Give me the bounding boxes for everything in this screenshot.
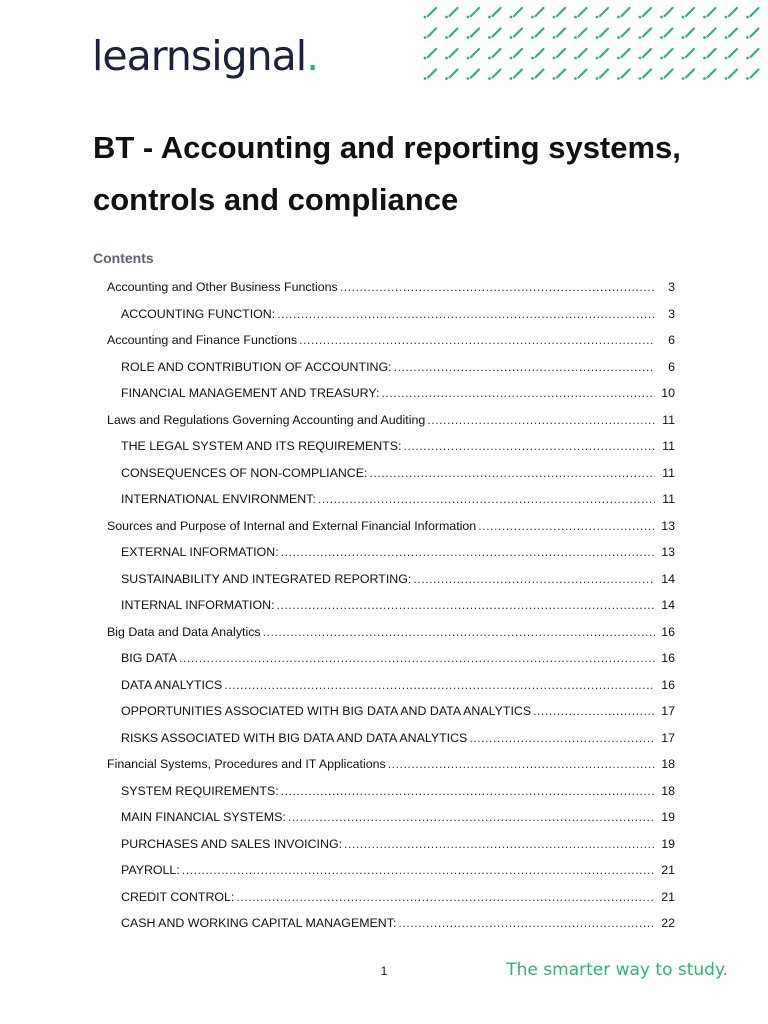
- toc-page-number: 21: [661, 889, 675, 904]
- toc-subsection-link[interactable]: [0, 698, 768, 725]
- toc-page-number: 13: [661, 545, 675, 560]
- toc-section-link[interactable]: [0, 407, 768, 434]
- footer-tagline: The smarter way to study.: [506, 960, 728, 980]
- toc-page-number: 18: [661, 757, 675, 772]
- toc-entry-label: Sources and Purpose of Internal and External Financial Information: [107, 518, 477, 533]
- toc-entry-label: INTERNATIONAL ENVIRONMENT:: [121, 492, 316, 507]
- toc-subsection-link[interactable]: [0, 804, 768, 831]
- toc-subsection-link[interactable]: [0, 460, 768, 487]
- toc-subsection-link[interactable]: [0, 725, 768, 752]
- toc-entry-label: Big Data and Data Analytics: [107, 624, 261, 639]
- toc-section-link[interactable]: [0, 751, 768, 778]
- toc-subsection-link[interactable]: [0, 857, 768, 884]
- toc-dot-leader: [533, 704, 655, 718]
- toc-entry-label: RISKS ASSOCIATED WITH BIG DATA AND DATA ANALYTICS: [121, 730, 468, 745]
- toc-page-number: 14: [661, 571, 675, 586]
- toc-section-link[interactable]: [0, 327, 768, 354]
- toc-dot-leader: [277, 598, 655, 612]
- toc-subsection-link[interactable]: [0, 301, 768, 328]
- toc-subsection-link[interactable]: [0, 884, 768, 911]
- toc-entry-label: CREDIT CONTROL:: [121, 889, 235, 904]
- toc-page-number: 11: [662, 439, 675, 454]
- toc-dot-leader: [381, 386, 655, 400]
- toc-section-link[interactable]: [0, 513, 768, 540]
- toc-dot-leader: [318, 492, 655, 506]
- toc-subsection-link[interactable]: [0, 910, 768, 937]
- toc-subsection-link[interactable]: [0, 433, 768, 460]
- toc-subsection-link[interactable]: [0, 380, 768, 407]
- toc-page-number: 13: [661, 518, 675, 533]
- toc-dot-leader: [369, 466, 655, 480]
- toc-dot-leader: [224, 678, 655, 692]
- toc-page-number: 16: [661, 651, 675, 666]
- toc-page-number: 11: [662, 492, 675, 507]
- toc-page-number: 16: [661, 677, 675, 692]
- toc-dot-leader: [403, 439, 655, 453]
- toc-subsection-link[interactable]: [0, 831, 768, 858]
- toc-entry-label: Financial Systems, Procedures and IT Applications: [107, 757, 386, 772]
- toc-entry-label: MAIN FINANCIAL SYSTEMS:: [121, 810, 286, 825]
- toc-subsection-link[interactable]: [0, 486, 768, 513]
- toc-entry-label: SUSTAINABILITY AND INTEGRATED REPORTING:: [121, 571, 412, 586]
- toc-entry-label: Laws and Regulations Governing Accounting and Auditing: [107, 412, 426, 427]
- toc-page-number: 11: [662, 412, 675, 427]
- document-title: BT - Accounting and reporting systems, controls and compliance: [93, 130, 681, 217]
- toc-entry-label: ROLE AND CONTRIBUTION OF ACCOUNTING:: [121, 359, 392, 374]
- toc-page-number: 3: [668, 280, 675, 295]
- toc-dot-leader: [469, 731, 655, 745]
- toc-subsection-link[interactable]: [0, 354, 768, 381]
- toc-dot-leader: [413, 572, 655, 586]
- toc-dot-leader: [340, 280, 655, 294]
- logo-text: learnsignal: [92, 32, 307, 80]
- toc-page-number: 16: [661, 624, 675, 639]
- toc-dot-leader: [277, 307, 655, 321]
- toc-section-link[interactable]: [0, 619, 768, 646]
- toc-dot-leader: [263, 625, 655, 639]
- toc-section-link[interactable]: [0, 274, 768, 301]
- toc-entry-label: EXTERNAL INFORMATION:: [121, 545, 279, 560]
- toc-subsection-link[interactable]: [0, 566, 768, 593]
- toc-page-number: 17: [661, 730, 675, 745]
- toc-subsection-link[interactable]: [0, 592, 768, 619]
- toc-entry-label: Accounting and Other Business Functions: [107, 280, 338, 295]
- toc-entry-label: FINANCIAL MANAGEMENT AND TREASURY:: [121, 386, 380, 401]
- toc-dot-leader: [299, 333, 655, 347]
- page-number: 1: [380, 964, 388, 978]
- toc-page-number: 21: [661, 863, 675, 878]
- toc-page-number: 6: [668, 359, 675, 374]
- toc-dot-leader: [344, 837, 655, 851]
- toc-page-number: 17: [661, 704, 675, 719]
- toc-entry-label: Accounting and Finance Functions: [107, 333, 298, 348]
- toc-page-number: 10: [661, 386, 675, 401]
- toc-dot-leader: [478, 519, 655, 533]
- toc-page-number: 11: [662, 465, 675, 480]
- toc-dot-leader: [427, 413, 655, 427]
- toc-entry-label: INTERNAL INFORMATION:: [121, 598, 275, 613]
- toc-entry-label: SYSTEM REQUIREMENTS:: [121, 783, 279, 798]
- toc-dot-leader: [236, 890, 655, 904]
- toc-dot-leader: [288, 810, 655, 824]
- learnsignal-logo: [92, 32, 319, 80]
- toc-page-number: 3: [668, 306, 675, 321]
- toc-subsection-link[interactable]: [0, 539, 768, 566]
- toc-dot-leader: [182, 863, 655, 877]
- toc-entry-label: BIG DATA: [121, 651, 177, 666]
- toc-dot-leader: [388, 757, 655, 771]
- toc-dot-leader: [281, 784, 655, 798]
- toc-page-number: 6: [668, 333, 675, 348]
- toc-page-number: 14: [661, 598, 675, 613]
- logo-dot: .: [306, 32, 319, 80]
- table-of-contents: [0, 274, 768, 937]
- toc-entry-label: THE LEGAL SYSTEM AND ITS REQUIREMENTS:: [121, 439, 402, 454]
- toc-dot-leader: [394, 360, 655, 374]
- toc-subsection-link[interactable]: [0, 778, 768, 805]
- toc-page-number: 18: [661, 783, 675, 798]
- toc-entry-label: CASH AND WORKING CAPITAL MANAGEMENT:: [121, 916, 397, 931]
- toc-page-number: 19: [661, 836, 675, 851]
- toc-entry-label: OPPORTUNITIES ASSOCIATED WITH BIG DATA AND DATA ANALYTICS: [121, 704, 532, 719]
- toc-page-number: 22: [661, 916, 675, 931]
- contents-heading: Contents: [93, 250, 154, 266]
- toc-subsection-link[interactable]: [0, 645, 768, 672]
- toc-entry-label: ACCOUNTING FUNCTION:: [121, 306, 276, 321]
- toc-entry-label: PAYROLL:: [121, 863, 180, 878]
- toc-entry-label: PURCHASES AND SALES INVOICING:: [121, 836, 343, 851]
- toc-dot-leader: [398, 916, 655, 930]
- toc-entry-label: DATA ANALYTICS: [121, 677, 223, 692]
- toc-page-number: 19: [661, 810, 675, 825]
- toc-dot-leader: [179, 651, 655, 665]
- slash-dot-pattern-icon: [420, 0, 768, 86]
- toc-subsection-link[interactable]: [0, 672, 768, 699]
- toc-entry-label: CONSEQUENCES OF NON-COMPLIANCE:: [121, 465, 368, 480]
- toc-dot-leader: [281, 545, 655, 559]
